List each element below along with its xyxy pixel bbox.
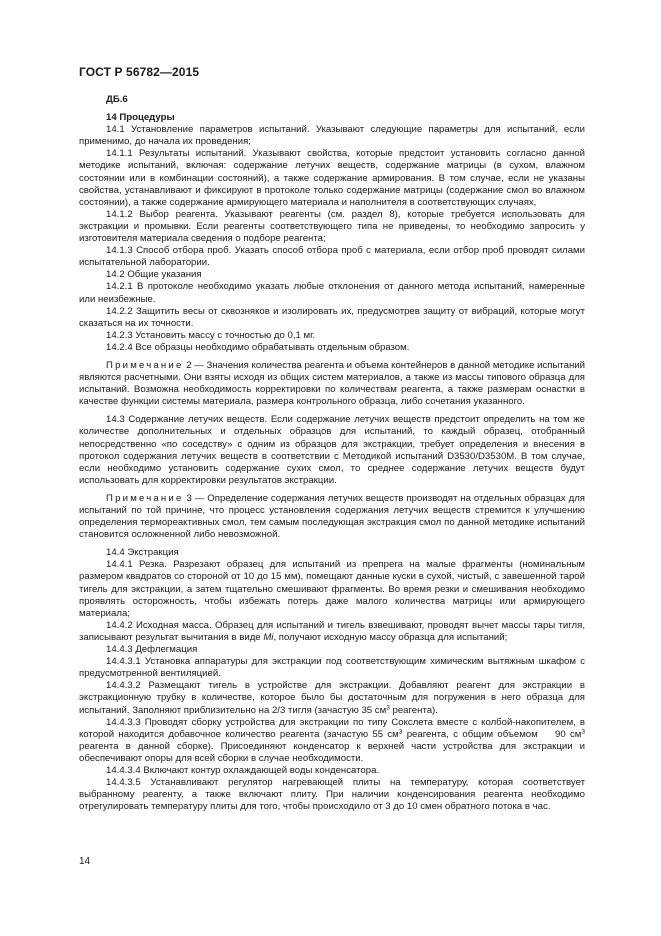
paragraph-14-2-1: 14.2.1 В протоколе необходимо указать любые отклонения от данного метода испытаний, намеренные или неизбежные.	[79, 281, 585, 305]
text: 14.4.3.3 Проводят сборку устройства для экстракции по типу Сокслета вместе с колбой-накопителем, в которой находится добавочное количество реагента (зачастую 55 см	[79, 716, 585, 740]
paragraph-14-4: 14.4 Экстракция	[106, 547, 179, 559]
superscript: 3	[386, 704, 390, 711]
document-body	[79, 94, 585, 813]
paragraph-14-1-2: 14.1.2 Выбор реагента. Указывают реагенты (см. раздел 8), которые требуется использовать для экстракции и промывки. Если реагенты соответствующего типа не приведены, то необходимо запросить у изготовителя материала сведения о подборе реагента;	[79, 208, 585, 245]
paragraph-14-2-2: 14.2.2 Защитить весы от сквозняков и изолировать их, предусмотрев защиту от вибраций, которые могут сказаться на их точности.	[79, 305, 585, 329]
variable-mi: Mi	[263, 631, 274, 643]
note-2	[79, 360, 585, 408]
paragraph-14-4-2	[79, 620, 585, 644]
text: реагента, с общим объемом 90 см	[402, 728, 582, 740]
paragraph-14-2-3: 14.2.3 Установить массу с точностью до 0,1 мг.	[106, 329, 316, 341]
page-number: 14	[79, 856, 91, 867]
note-2-text: 2 — Значения количества реагента и объема контейнеров в данной методике испытаний являются расчетными. Они взяты исходя из общих систем материалов, а также из массы типового образца для испытаний. Возможна необходимость корректировки по количествам реагента, а также размерам оснастки в качестве функции системы материала, размера контрольного образца, либо сочетания указанного.	[79, 359, 585, 408]
note-3	[79, 493, 585, 541]
paragraph-14-4-3-1: 14.4.3.1 Установка аппаратуры для экстракции под соответствующим химическим вытяжным шкафом с предусмотренной вентиляцией.	[79, 656, 585, 680]
paragraph-14-4-3-2	[79, 680, 585, 716]
paragraph-14-3: 14.3 Содержание летучих веществ. Если содержание летучих веществ предстоит определить на том же количестве дополнительных и отдельных образцов для испытаний, то каждый образец, отобранный непосредственно «по соседству» с одним из образцов для экстракции, требует определения и внесения в протокол содержания летучих веществ в соответствии с Методикой испытаний D3530/D3530M. В том случае, если необходимо установить содержание сухих смол, то среднее содержание летучих веществ будут использовать для корректировки результатов экстракции.	[79, 414, 585, 486]
paragraph-14-4-3-5: 14.4.3.5 Устанавливают регулятор нагревающей плиты на температуру, которая соответствует выбранному реагенту, а также включают плиту. При наличии конденсирования реагента необходимо отрегулировать температуру плиты для того, чтобы происходило от 3 до 10 смен обратного потока в час.	[79, 777, 585, 813]
text: реагента).	[389, 704, 438, 716]
paragraph-14-4-3-3	[79, 717, 585, 765]
paragraph-14-1: 14.1 Установление параметров испытаний. Указывают следующие параметры для испытаний, если применимо, до начала их проведения;	[79, 124, 585, 148]
paragraph-14-4-1: 14.4.1 Резка. Разрезают образец для испытаний из препрега на малые фрагменты (номинальным размером квадратов со стороной от 10 до 15 мм), помещают данные куски в сухой, чистый, с завешенной тарой тигель для экстракции, а затем тщательно смешивают фрагменты. Во время резки и смешивания необходимо проявлять осторожность, чтобы избежать потерь даже малого количества матрицы или армирующего материала;	[79, 559, 585, 619]
paragraph-14-4-3-4: 14.4.3.4 Включают контур охлаждающей воды конденсатора.	[106, 764, 380, 776]
text: 14.4.2 Исходная масса. Образец для испытаний и тигель взвешивают, проводят вычет массы тары тигля, записывают результат вычитания в виде	[79, 619, 585, 643]
annex-section-label: ДБ.6	[106, 94, 128, 105]
note-2-label: Примечание	[106, 359, 184, 371]
paragraph-14-1-1: 14.1.1 Результаты испытаний. Указывают свойства, которые предстоит установить согласно данной методике испытаний, включая: содержание летучих веществ, содержание матрицы (в сухом, влажном состоянии или в комбинации состояний), а также содержание армирования. В том случае, если не указаны свойства, устанавливают и фиксируют в протоколе только содержание матрицы (содержание смол во влажном состоянии), а также содержание армирующего материала и наполнителя в соответствующих случаях,	[79, 148, 585, 208]
note-3-text: 3 — Определение содержания летучих веществ производят на отдельных образцах для испытаний по той причине, что процесс установления содержания летучих веществ стремится к улучшению определения термореактивных смол, тем самым последующая экстракция смол по данной методике испытаний становится осложненной либо невозможной.	[79, 492, 585, 541]
text: реагента в данной сборке). Присоединяют конденсатор к верхней части устройства для экстракции и обеспечивают опоры для всей сборки в случае необходимости.	[79, 740, 585, 764]
section-heading: 14 Процедуры	[106, 112, 175, 124]
superscript: 3	[398, 728, 403, 736]
text: 14.4.3.2 Размещают тигель в устройстве для экстракции. Добавляют реагент для экстракции в экстракционную трубку в количестве, которое было бы достаточным для погружения в него образца для испытаний. Заполняют приблизительно на 2/3 тигля (зачастую 35 см	[79, 680, 585, 716]
paragraph-14-2-4: 14.2.4 Все образцы необходимо обрабатывать отдельным образом.	[106, 341, 410, 353]
paragraph-14-4-3: 14.4.3 Дефлегмация	[106, 644, 198, 656]
text: , получают исходную массу образца для испытаний;	[273, 631, 508, 643]
document-header: ГОСТ Р 56782—2015	[79, 65, 200, 79]
paragraph-14-2: 14.2 Общие указания	[106, 269, 202, 281]
note-3-label: Примечание	[106, 492, 184, 504]
paragraph-14-1-3: 14.1.3 Способ отбора проб. Указать способ отбора проб с материала, если отбор проб проводят силами испытательной лаборатории.	[79, 245, 585, 269]
superscript: 3	[581, 728, 585, 736]
